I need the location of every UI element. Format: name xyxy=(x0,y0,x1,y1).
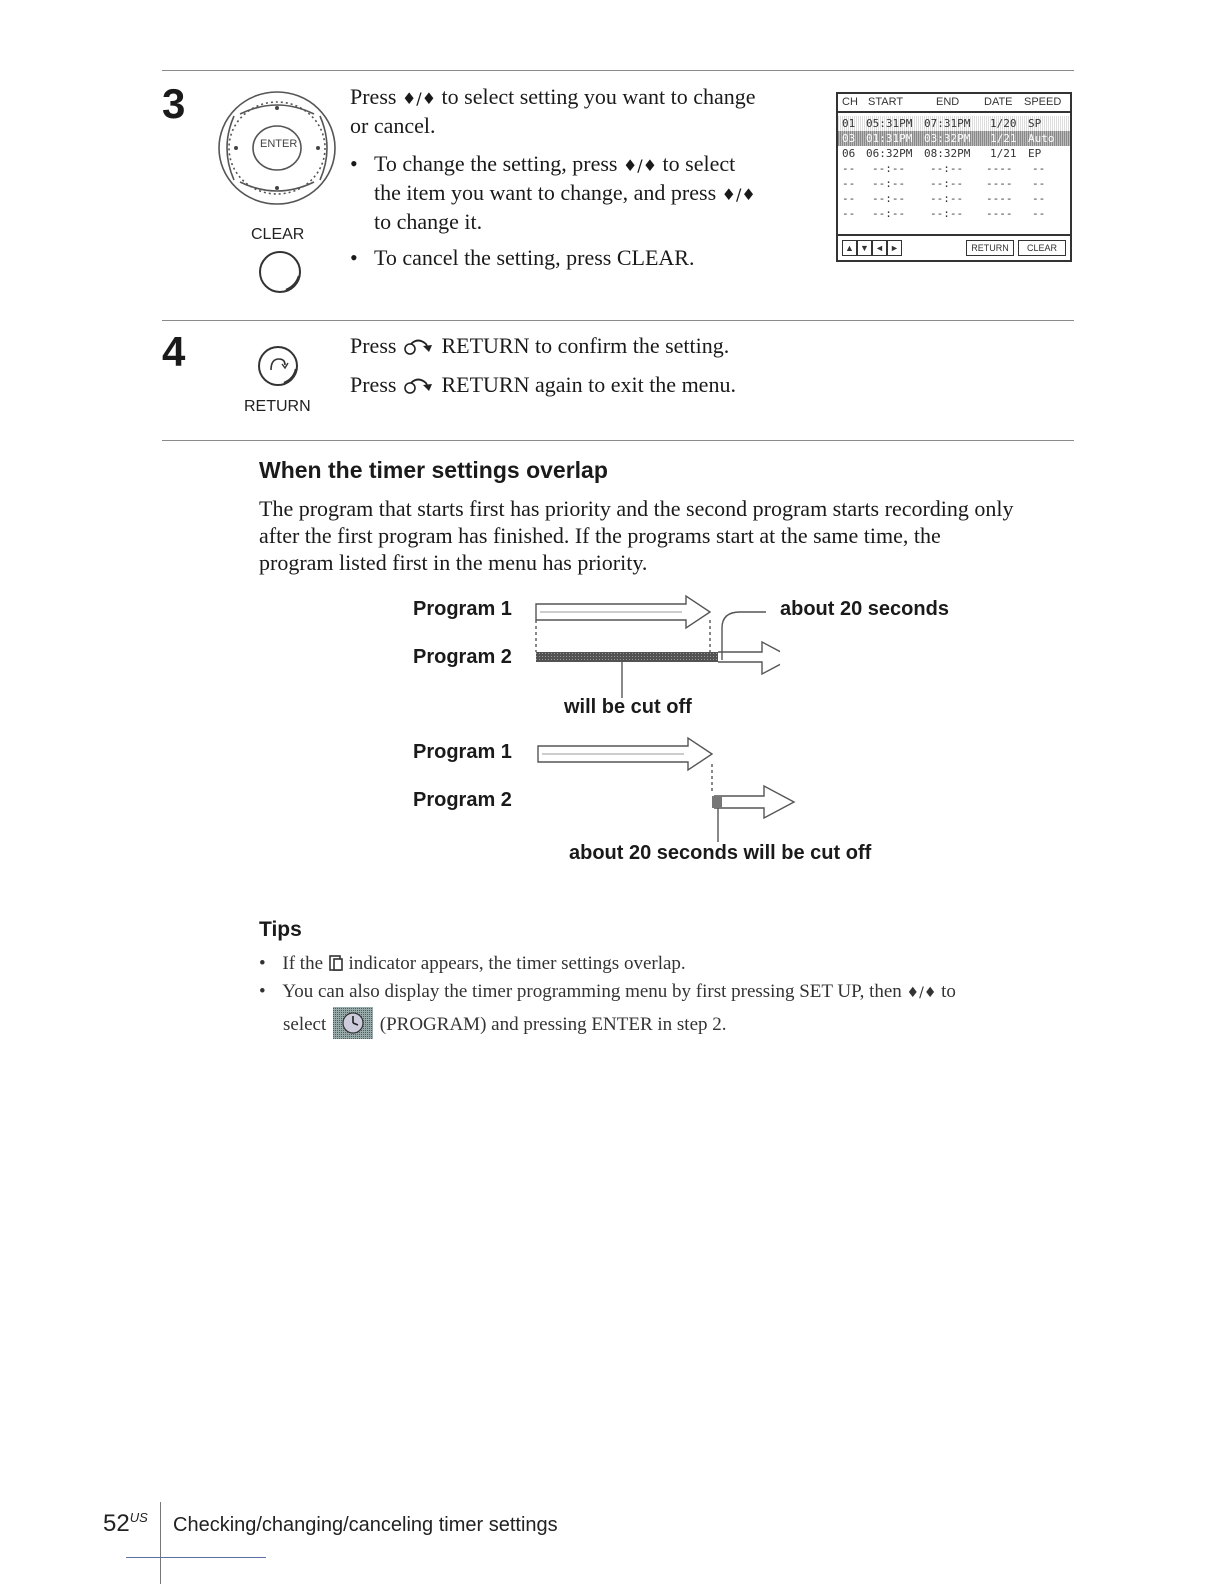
bullet-dot: • xyxy=(350,151,358,176)
row-ch: -- xyxy=(842,162,856,175)
row-date: 1/20 xyxy=(990,117,1017,130)
timer-row-empty xyxy=(838,161,1070,176)
step-4-line2 xyxy=(350,370,736,399)
timer-list-header xyxy=(838,94,1070,113)
header-ch: CH xyxy=(842,96,858,108)
tip1-prefix: If the xyxy=(282,953,324,974)
row-ch: -- xyxy=(842,192,856,205)
step-4-number: 4 xyxy=(162,328,186,375)
row-end: --:-- xyxy=(930,162,964,175)
row-start: --:-- xyxy=(872,192,906,205)
tip-2-line2 xyxy=(283,1006,727,1040)
row-end: 03:32PM xyxy=(924,132,971,145)
row-ch: -- xyxy=(842,177,856,190)
row-speed: -- xyxy=(1032,192,1046,205)
return-key-label: RETURN xyxy=(966,240,1014,256)
tip2-to: to xyxy=(941,981,956,1002)
diagram1-about20-label: about 20 seconds xyxy=(780,598,949,620)
text-to-select: to select xyxy=(662,151,736,176)
row-end: --:-- xyxy=(930,207,964,220)
overlap-para-line2: after the first program has finished. If the programs start at the same time, the xyxy=(259,523,941,548)
text-cancel-setting: To cancel the setting, press CLEAR. xyxy=(374,245,695,270)
step-4-line1 xyxy=(350,331,729,360)
row-speed: EP xyxy=(1028,147,1042,160)
clear-key-label: CLEAR xyxy=(1018,240,1066,256)
header-end: END xyxy=(936,96,960,108)
row-ch: 03 xyxy=(842,132,856,145)
diagram2-program2-label: Program 2 xyxy=(413,789,512,811)
overlap-para-line1: The program that starts first has priority and the second program starts recording only xyxy=(259,496,1014,521)
row-ch: 01 xyxy=(842,117,856,130)
row-speed: -- xyxy=(1032,177,1046,190)
step-3-number: 3 xyxy=(162,80,186,127)
row-end: --:-- xyxy=(930,177,964,190)
up-down-arrows-icon: ♦/♦ xyxy=(906,985,937,1001)
row-start: 01:31PM xyxy=(866,132,913,145)
program2-arrow xyxy=(718,642,780,674)
bullet-line3: to change it. xyxy=(374,209,483,234)
footer-section-title: Checking/changing/canceling timer settings xyxy=(173,1514,558,1536)
row-end: 07:31PM xyxy=(924,117,971,130)
text-press: Press xyxy=(350,333,397,358)
timer-list-screen xyxy=(836,92,1072,262)
tip2-rest: (PROGRAM) and pressing ENTER in step 2. xyxy=(379,1014,727,1035)
tip1-rest: indicator appears, the timer settings overlap. xyxy=(348,953,686,974)
timer-row xyxy=(838,146,1070,161)
row-date: ---- xyxy=(986,177,1013,190)
program2-arrow xyxy=(714,786,794,818)
text-return-exit: RETURN again to exit the menu. xyxy=(441,372,736,397)
row-date: 1/21 xyxy=(990,132,1017,145)
page-number-value: 52 xyxy=(103,1510,130,1537)
text-change-setting: To change the setting, press xyxy=(374,151,618,176)
diagram1-program2-label: Program 2 xyxy=(413,646,512,668)
program2-cutoff-bar xyxy=(712,796,722,808)
footer-horizontal-rule xyxy=(126,1557,266,1558)
row-end: 08:32PM xyxy=(924,147,971,160)
left-right-arrows-icon: ♦/♦ xyxy=(622,156,658,175)
row-start: --:-- xyxy=(872,162,906,175)
down-arrow-key-icon: ▼ xyxy=(857,240,872,256)
bullet-dot: • xyxy=(350,245,358,270)
tip-2-line1 xyxy=(259,978,956,1007)
step-3-instruction-line2: or cancel. xyxy=(350,113,436,138)
tip2-prefix: You can also display the timer programming menu by first pressing SET UP, then xyxy=(282,981,902,1002)
text-return-confirm: RETURN to confirm the setting. xyxy=(441,333,730,358)
row-date: 1/21 xyxy=(990,147,1017,160)
timer-row-empty xyxy=(838,191,1070,206)
diagram2-timeline xyxy=(530,734,800,844)
right-arrow-key-icon: ► xyxy=(887,240,902,256)
timer-list-footer xyxy=(838,234,1070,260)
overlap-para-line3: program listed first in the menu has priority. xyxy=(259,550,648,575)
step-3-bullet-cancel xyxy=(350,243,810,273)
timer-row-empty xyxy=(838,176,1070,191)
timer-row-selected xyxy=(838,131,1070,146)
row-ch: 06 xyxy=(842,147,856,160)
timer-row xyxy=(838,116,1070,131)
tip-1 xyxy=(259,950,686,977)
step-divider xyxy=(162,320,1074,321)
diagram2-cutoff-label: about 20 seconds will be cut off xyxy=(569,842,872,864)
up-down-arrows-icon: ♦/♦ xyxy=(721,185,756,204)
text-press: Press xyxy=(350,84,397,109)
row-speed: -- xyxy=(1032,162,1046,175)
row-start: --:-- xyxy=(872,177,906,190)
row-speed: Auto xyxy=(1028,132,1055,145)
return-button-icon xyxy=(254,342,302,390)
tips-heading: Tips xyxy=(259,918,302,941)
tip2-select: select xyxy=(283,1014,327,1035)
row-speed: SP xyxy=(1028,117,1042,130)
return-symbol-icon xyxy=(402,336,436,356)
row-end: --:-- xyxy=(930,192,964,205)
step-3-instruction-line1 xyxy=(350,82,756,113)
header-start: START xyxy=(868,96,904,108)
row-start: 05:31PM xyxy=(866,117,913,130)
bullet-dot: • xyxy=(259,981,266,1002)
row-ch: -- xyxy=(842,207,856,220)
text-item-to-change: the item you want to change, and press xyxy=(374,180,717,205)
row-date: ---- xyxy=(986,192,1013,205)
step-3-bullet-change xyxy=(350,149,810,239)
row-speed: -- xyxy=(1032,207,1046,220)
diagram1-timeline xyxy=(530,590,780,700)
enter-label: ENTER xyxy=(260,138,298,150)
clear-button-icon xyxy=(256,248,304,296)
text-press: Press xyxy=(350,372,397,397)
page-number-suffix: US xyxy=(129,1510,148,1525)
bullet-line1 xyxy=(374,149,735,180)
up-down-arrows-icon: ♦/♦ xyxy=(401,89,437,108)
page-number xyxy=(103,1510,148,1538)
bullet-dot: • xyxy=(259,953,266,974)
diagram1-program1-label: Program 1 xyxy=(413,598,512,620)
overlap-indicator-icon xyxy=(328,954,344,972)
return-label: RETURN xyxy=(244,398,311,415)
row-date: ---- xyxy=(986,207,1013,220)
row-date: ---- xyxy=(986,162,1013,175)
diagram2-program1-label: Program 1 xyxy=(413,741,512,763)
left-arrow-key-icon: ◄ xyxy=(872,240,887,256)
program-menu-icon xyxy=(331,1006,375,1040)
overlap-heading: When the timer settings overlap xyxy=(259,457,608,483)
section-divider xyxy=(162,440,1074,441)
header-speed: SPEED xyxy=(1024,96,1062,108)
clear-label: CLEAR xyxy=(251,226,305,243)
return-symbol-icon xyxy=(402,375,436,395)
text-select-setting: to select setting you want to change xyxy=(441,84,756,109)
header-date: DATE xyxy=(984,96,1013,108)
top-rule xyxy=(162,70,1074,71)
row-start: --:-- xyxy=(872,207,906,220)
timer-row-empty xyxy=(838,206,1070,221)
bullet-line2 xyxy=(374,178,756,209)
up-arrow-key-icon: ▲ xyxy=(842,240,857,256)
diagram1-cutoff-label: will be cut off xyxy=(564,696,692,718)
row-start: 06:32PM xyxy=(866,147,913,160)
footer-vertical-rule xyxy=(160,1502,161,1584)
